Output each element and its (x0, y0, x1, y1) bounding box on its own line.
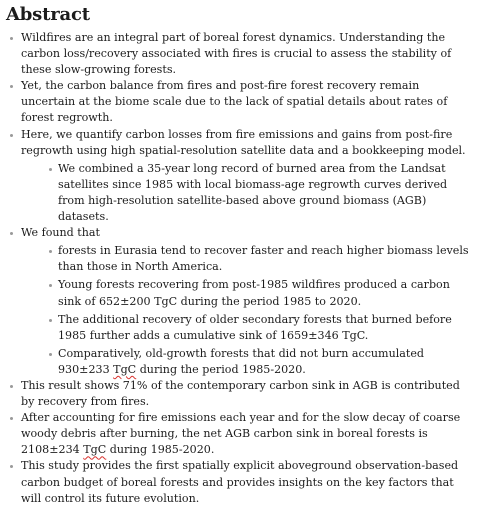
bullet-text: Wildfires are an integral part of boreal forest dynamics. Understanding the carbon loss/recovery associated with fires is crucial to assess the stability of these slow-growing forests. (21, 31, 452, 77)
spellcheck-underlined-unit: TgC (83, 443, 107, 457)
bullet-text: This result shows 71% of the contemporary carbon sink in AGB is contributed by recovery from fires. (21, 378, 460, 409)
bullet-text: Here, we quantify carbon losses from fire emissions and gains from post-fire regrowth using high spatial-resolution satellite data and a bookkeeping model. (21, 127, 466, 157)
bullet-text: This study provides the first spatially explicit aboveground observation-based carbon budget of boreal forests and provides insights on the key factors that will control its future evolution. (21, 459, 459, 505)
list-item (6, 225, 469, 378)
list-item (6, 127, 469, 226)
list-item (6, 410, 469, 458)
sub-list-item (21, 346, 469, 378)
sub-list-item (21, 312, 469, 344)
sub-bullet-list (21, 243, 469, 378)
list-item (6, 378, 469, 410)
sub-bullet-list (21, 161, 469, 225)
bullet-text: Yet, the carbon balance from fires and post-fire forest recovery remain uncertain at the biome scale due to the lack of spatial details about rates of forest regrowth. (21, 79, 448, 125)
sub-list-item (21, 243, 469, 275)
abstract-heading: Abstract (6, 4, 90, 25)
bullet-text: After accounting for fire emissions each year and for the slow decay of coarse woody debris after burning, the net AGB carbon sink in boreal forests is 2108±234 (21, 411, 461, 457)
list-item (6, 30, 469, 78)
bullet-text: during 1985-2020. (106, 443, 215, 457)
sub-list-item (21, 161, 469, 225)
bullet-text: Comparatively, old-growth forests that did not burn accumulated 930±233 (58, 346, 425, 376)
bullet-text: We combined a 35-year long record of burned area from the Landsat satellites since 1985 with local biomass-age regrowth curves derived from high-resolution satellite-based above ground biomass (AGB) datasets. (58, 161, 448, 224)
abstract-bullet-list (6, 30, 469, 507)
bullet-text: The additional recovery of older secondary forests that burned before 1985 further adds a cumulative sink of 1659±346 TgC. (58, 312, 452, 342)
list-item (6, 458, 469, 506)
bullet-text: Young forests recovering from post-1985 wildfires produced a carbon sink of 652±200 TgC during the period 1985 to 2020. (58, 278, 450, 308)
bullet-text: We found that (21, 226, 100, 240)
bullet-text: forests in Eurasia tend to recover faster and reach higher biomass levels than those in North America. (58, 244, 469, 274)
bullet-text: during the period 1985-2020. (136, 362, 306, 376)
list-item (6, 78, 469, 126)
spellcheck-underlined-unit: TgC (113, 362, 137, 376)
sub-list-item (21, 277, 469, 309)
